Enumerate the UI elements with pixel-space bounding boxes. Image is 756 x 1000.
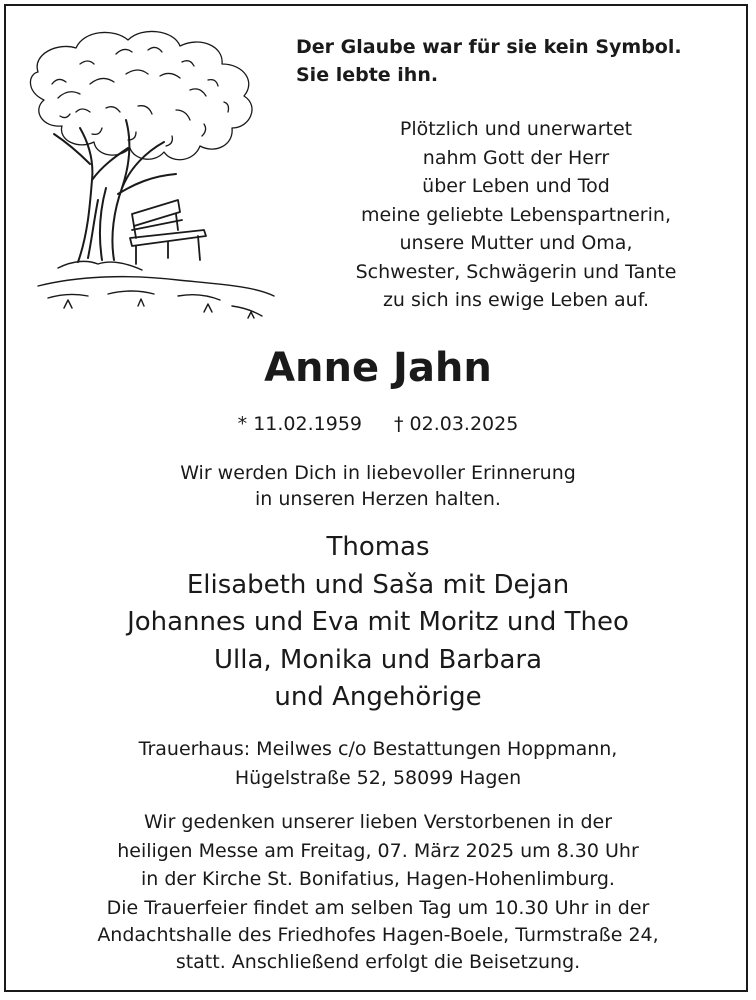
intro-text [296,115,736,315]
memory-line: Wir werden Dich in liebevoller Erinnerung [180,462,576,484]
motto-line: Der Glaube war für sie kein Symbol. [296,36,682,58]
memory-text [0,460,756,512]
deceased-name: Anne Jahn [264,345,492,391]
intro-line: Schwester, Schwägerin und Tante [355,260,677,283]
mass-line: heiligen Messe am Freitag, 07. März 2025 um 8.30 Uhr [117,839,639,862]
address-line: Hügelstraße 52, 58099 Hagen [234,766,522,789]
mass-line: Wir gedenken unserer lieben Verstorbenen in der [143,811,613,833]
mass-announcement [0,808,756,894]
motto [296,33,736,89]
mass-line: in der Kirche St. Bonifatius, Hagen-Hohenlimburg. [141,868,615,890]
intro-line: zu sich ins ewige Leben auf. [382,289,650,311]
mourner-line: Thomas [326,532,430,562]
death-date: † 02.03.2025 [394,413,519,435]
mourner-line: Johannes und Eva mit Moritz und Theo [127,607,629,637]
mourner-line: Elisabeth und Saša mit Dejan [186,569,570,600]
mourning-house-address [0,735,756,792]
memory-line: in unseren Herzen halten. [255,488,501,510]
intro-line: nahm Gott der Herr [422,146,610,169]
intro-line: über Leben und Tod [422,175,610,197]
intro-line: Plötzlich und unerwartet [399,118,633,140]
mourner-line: Ulla, Monika und Barbara [213,644,543,675]
address-line: Trauerhaus: Meilwes c/o Bestattungen Hoppmann, [138,738,618,760]
intro-line: unsere Mutter und Oma, [399,232,633,254]
motto-line: Sie lebte ihn. [296,64,439,86]
mourner-line: und Angehörige [274,682,482,712]
ceremony-line: statt. Anschließend erfolgt die Beisetzung. [175,951,581,973]
birth-date: * 11.02.1959 [237,413,362,435]
tree-with-bench-icon [18,24,280,324]
intro-line: meine geliebte Lebenspartnerin, [361,203,671,226]
life-dates [0,410,756,438]
mourners-list [0,529,756,717]
funeral-ceremony-announcement [0,895,756,976]
ceremony-line: Andachtshalle des Friedhofes Hagen-Boele, Turmstraße 24, [97,924,659,946]
ceremony-line: Die Trauerfeier findet am selben Tag um 10.30 Uhr in der [106,897,650,919]
